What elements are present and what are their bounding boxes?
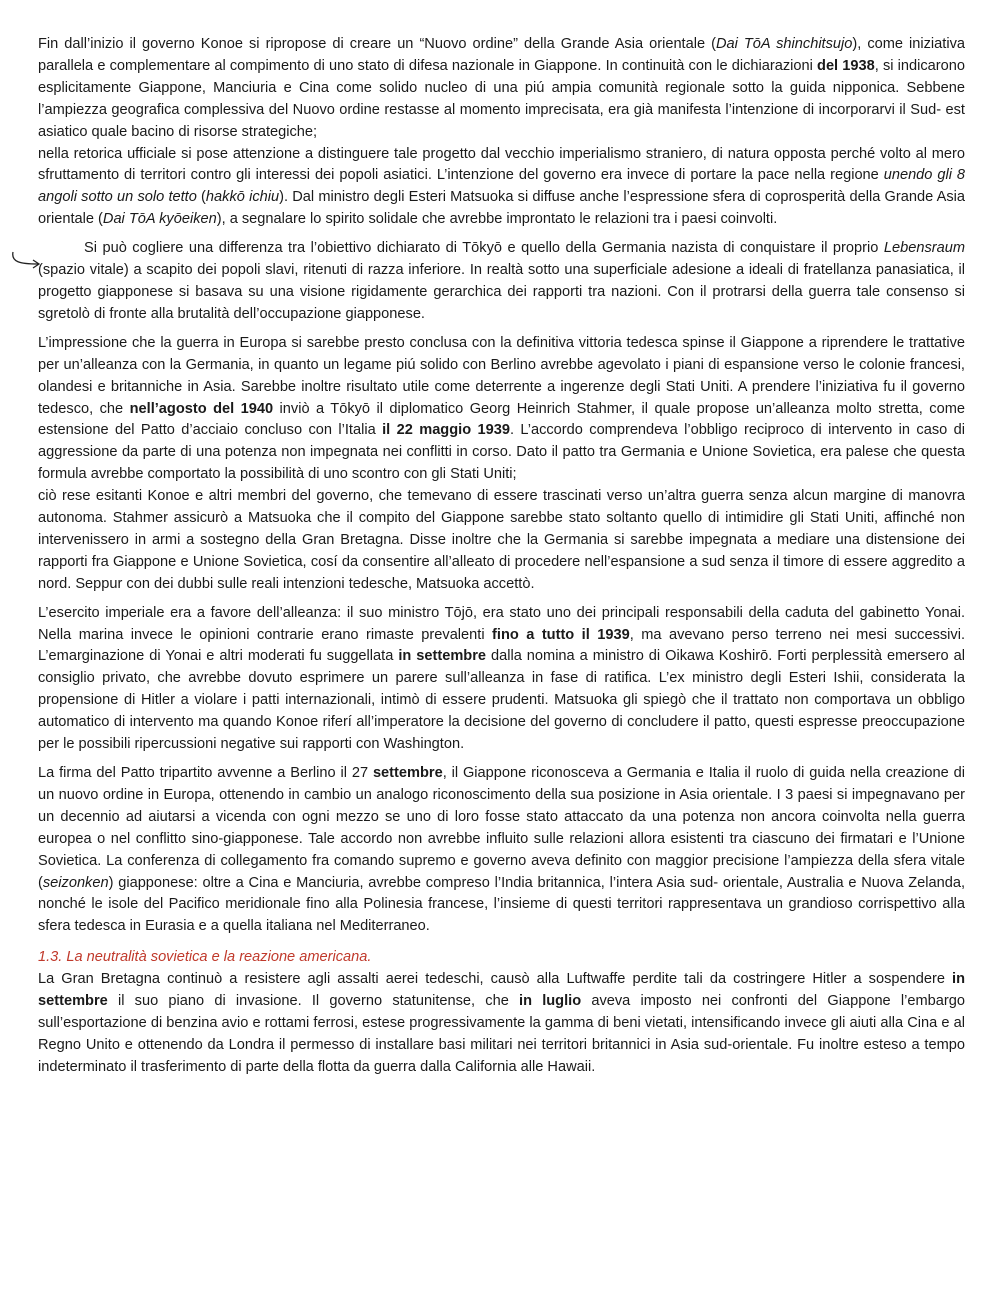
text-run: L’impressione che la guerra in Europa si sarebbe presto conclusa con la definitiva vittoria tedesca spinse il Giappone a riprendere le trattative per un’alleanza con la Germania, in quanto un legame piú solido con Berlino avrebbe agevolato i piani di espansione verso le colonie francesi, olandesi e britanniche in Asia. Sarebbe inoltre risultato utile come deterrente a ingerenze degli Stati Uniti. A prendere l’iniziativa fu il governo tedesco, che (38, 334, 965, 417)
text-run: , il Giappone riconosceva a Germania e Italia il ruolo di guida nella creazione di un nuovo ordine in Europa, ottenendo in cambio un analogo riconoscimento della sua posizione in Asia orientale. I 3 paesi si impegnavano per un decennio ad aiutarsi a vicenda con ogni mezzo se uno di loro fosse stato attaccato da una potenza non ancora coinvolta nella guerra europea o nel conflitto sino-giapponese. Tale accordo non avrebbe influito sulle relazioni allora esistenti tra ciascuno dei firmatari e l’Unione Sovietica. La conferenza di collegamento fra comando supremo e governo aveva definito con maggior precisione l’ampiezza della sfera vitale ( (38, 765, 965, 891)
italic-text: Dai TōA kyōeiken (102, 211, 217, 228)
italic-text: unendo gli 8 angoli sotto un solo tetto (38, 167, 965, 206)
text-run: dalla nomina a ministro di Oikawa Koshirō. Forti perplessità emersero al consiglio privato, che avrebbe dovuto esprimere un parere sull’alleanza in fase di ratifica. L’ex ministro degli Esteri Ishii, considerata la propensione di Hitler a violare i patti internazionali, intimò di essere prudenti. Matsuoka gli spiegò che il trattato non comportava un obbligo automatico di intervento ma quando Konoe riferí all’imperatore la decisione del governo di concludere il patto, questi espresse preoccupazione per le possibili ripercussioni negative sui rapporti con Washington. (38, 648, 965, 753)
text-run: Si può cogliere una differenza tra l’obiettivo dichiarato di Tōkyō e quello della Germania nazista di conquistare il proprio (84, 240, 884, 257)
text-run: nella retorica ufficiale si pose attenzione a distinguere tale progetto dal vecchio imperialismo straniero, di natura opposta perché volto al mero sfruttamento di territori contro gli interessi dei popoli asiatici. L’intenzione del governo era invece di portare la pace nella regione (38, 145, 965, 184)
bold-text: il 22 maggio 1939 (382, 422, 510, 439)
italic-text: seizonken (42, 874, 109, 891)
paragraph (38, 486, 965, 596)
text-run: aveva imposto nei confronti del Giappone l’embargo sull’esportazione di benzina avio e rottami ferrosi, estese progressivamente la gamma di beni vietati, intensificando invece gli aiuti alla Cina e al Regno Unito e ottenendo da Londra il permesso di installare basi militari nei territori britannici in Asia sud-orientale. Fu inoltre esteso a tempo indeterminato il trasferimento di parte della flotta da guerra dalla California alle Hawaii. (38, 993, 965, 1075)
text-run: L’esercito imperiale era a favore dell’alleanza: il suo ministro Tōjō, era stato uno dei principali responsabili della caduta del gabinetto Yonai. Nella marina invece le opinioni contrarie erano rimaste prevalenti (38, 604, 965, 643)
text-run: , si indicarono esplicitamente Giappone, Manciuria e Cina come solido nucleo di una piú ampia comunità regionale sotto la guida nipponica. Sebbene l’ampiezza geografica complessiva del Nuovo ordine restasse al momento imprecisata, era già manifesta l’intenzione di incorporarvi il Sud- est asiatico quale bacino di risorse strategiche; (38, 57, 965, 140)
text-run: ), a segnalare lo spirito solidale che avrebbe improntato le relazioni tra i paesi coinvolti. (216, 211, 778, 228)
paragraph (38, 144, 965, 232)
text-run: (spazio vitale) a scapito dei popoli slavi, ritenuti di razza inferiore. In realtà sotto una superficiale adesione a ideali di fratellanza panasiatica, il progetto giapponese si basava su una visione rigidamente gerarchica dei rapporti tra nazioni. Con il protrarsi della guerra tale consenso si sgretolò di fronte alla brutalità dell’occupazione giapponese. (38, 262, 965, 322)
text-run: ). Dal ministro degli Esteri Matsuoka si diffuse anche l’espressione sfera di coprosperità della Grande Asia orientale ( (38, 189, 965, 228)
italic-text: Dai TōA shinchitsujo (715, 36, 853, 52)
bold-text: nell’agosto del 1940 (129, 400, 274, 417)
paragraph (38, 238, 965, 326)
text-run: Fin dall’inizio il governo Konoe si ripropose di creare un “Nuovo ordine” della Grande Asia orientale ( (38, 36, 716, 52)
bold-text: settembre (372, 765, 443, 781)
text-run: inviò a Tōkyō il diplomatico Georg Heinrich Stahmer, il quale propose un’alleanza molto stretta, come estensione del Patto d’acciaio concluso con l’Italia (38, 400, 965, 439)
text-run: ), come iniziativa parallela e complementare al compimento di uno stato di difesa nazionale in Giappone. In continuità con le dichiarazioni (38, 36, 965, 74)
bold-text: fino a tutto il 1939 (492, 626, 630, 643)
paragraph (38, 34, 965, 144)
paragraph (38, 333, 965, 486)
section-heading: 1.3. La neutralità sovietica e la reazione americana. (38, 949, 372, 966)
text-run: , ma avevano perso terreno nei mesi successivi. L’emarginazione di Yonai e altri moderati fu suggellata (38, 626, 965, 665)
italic-text: hakkō ichiu (205, 189, 280, 206)
italic-text: Lebensraum (883, 240, 965, 257)
text-run: . L’accordo comprendeva l’obbligo reciproco di intervento in caso di aggressione da parte di una potenza non impegnata nei conflitti in corso. Dato il patto tra Germania e Unione Sovietica, era palese che questa formula avrebbe comportato la possibilità di uno scontro con gli Stati Uniti; (38, 422, 965, 483)
paragraph (38, 763, 965, 938)
bold-text: in settembre (398, 648, 487, 665)
document-body (38, 34, 965, 1079)
text-run: La Gran Bretagna continuò a resistere agli assalti aerei tedeschi, causò alla Luftwaffe perdite tali da costringere Hitler a sospendere (38, 971, 953, 988)
text-run: ) giapponese: oltre a Cina e Manciuria, avrebbe compreso l’India britannica, l’intera Asia sud- orientale, Australia e Nuova Zelanda, nonché le isole del Pacifico meridionale fino alla Polinesia francese, l’insieme di questi territori rappresentava un grandioso corrispettivo alla sfera tedesca in Eurasia e a quella italiana nel Mediterraneo. (38, 874, 965, 935)
bold-text: in settembre (38, 971, 965, 1010)
text-run: La firma del Patto tripartito avvenne a Berlino il 27 (38, 765, 373, 781)
paragraph (38, 603, 965, 756)
text-run: ciò rese esitanti Konoe e altri membri del governo, che temevano di essere trascinati verso un’altra guerra senza alcun margine di manovra autonoma. Stahmer assicurò a Matsuoka che il compito del Giappone sarebbe stato soltanto quello di intimidire gli Stati Uniti, affinché non intervenissero in armi a sostegno della Gran Bretagna. Disse inoltre che la Germania si sarebbe impegnata a mediare una distensione dei rapporti fra Giappone e Unione Sovietica, cosí da consentire all’alleato di procedere nell’espansione a sud senza il timore di essere aggredito a nord. Seppur con dei dubbi sulle reali intenzioni tedesche, Matsuoka accettò. (38, 488, 965, 592)
paragraph (38, 969, 965, 1079)
bold-text: in luglio (519, 993, 582, 1010)
bold-text: del 1938 (817, 57, 875, 74)
text-run: ( (196, 189, 206, 206)
text-run: il suo piano di invasione. Il governo statunitense, che (107, 993, 520, 1010)
